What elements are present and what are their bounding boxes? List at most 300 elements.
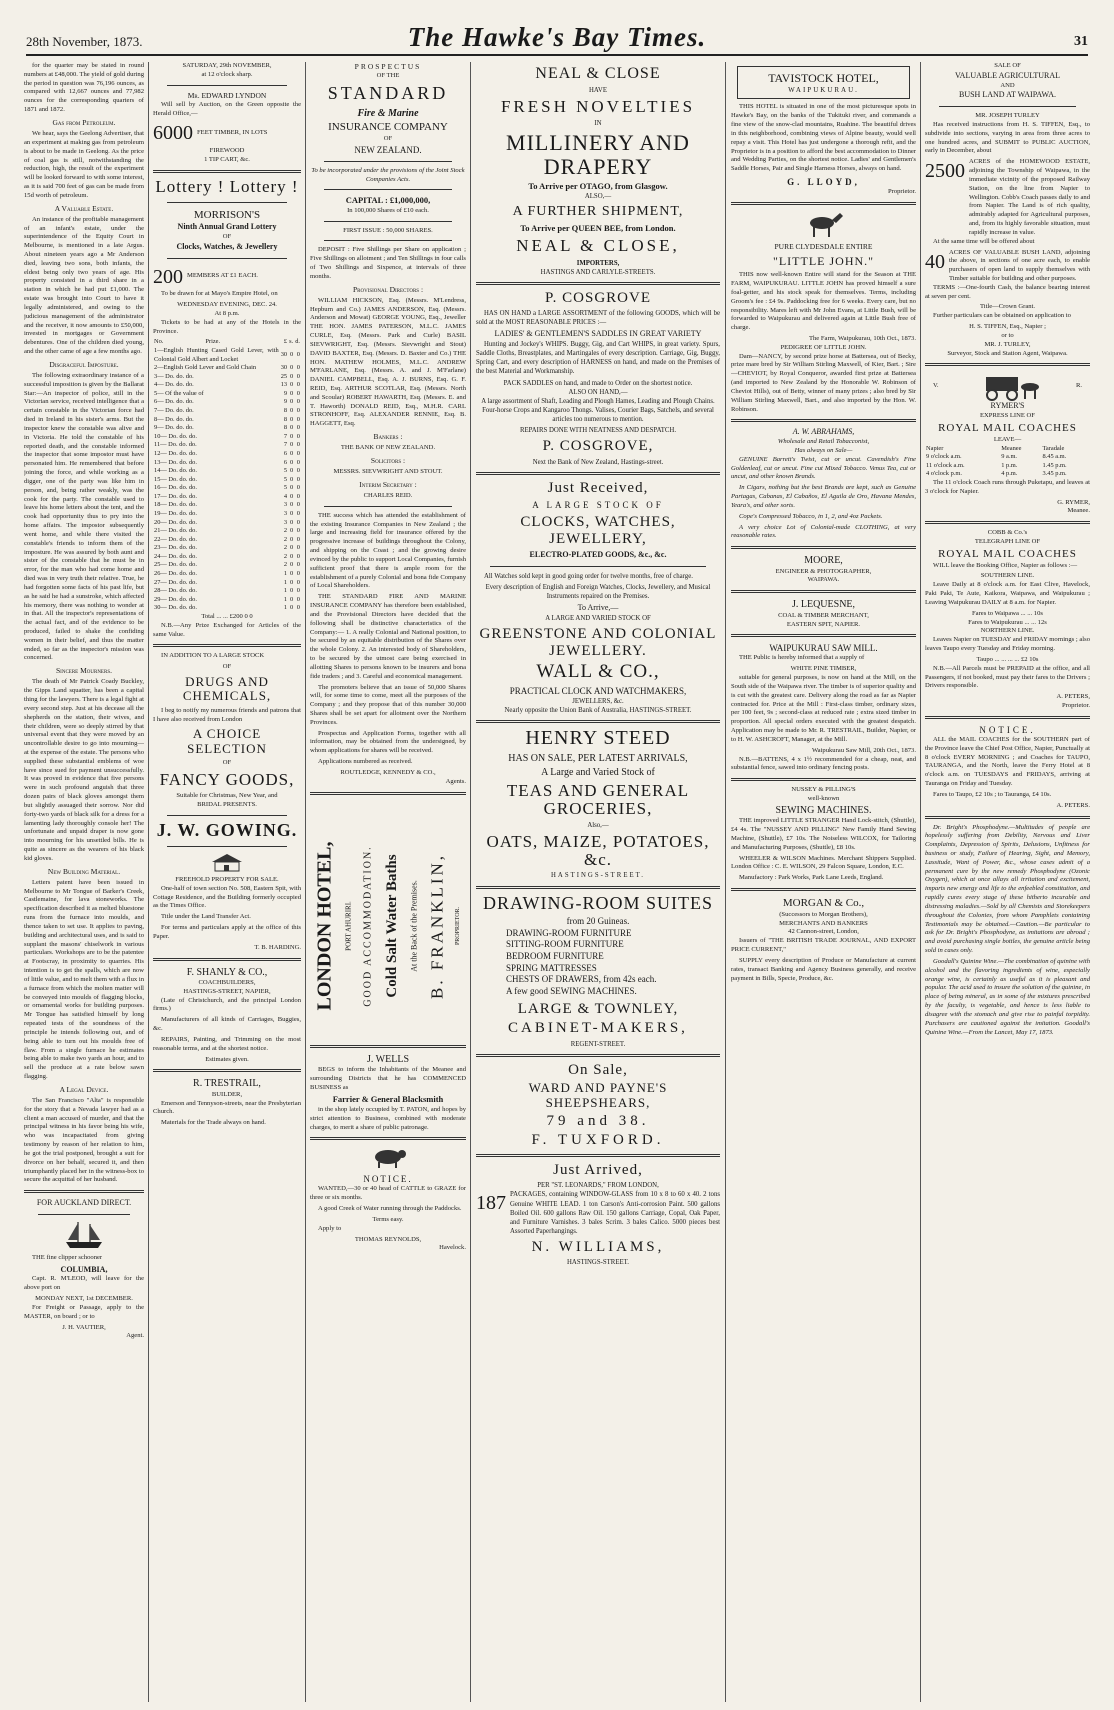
morrison-of: OF	[222, 232, 232, 240]
prize-amount: 2	[283, 561, 288, 569]
acres-count: 2500	[925, 160, 965, 183]
saddles-title: LADIES' & GENTLEMEN'S SADDLES IN GREAT VARIETY	[494, 329, 702, 339]
prize-amount: 0	[296, 544, 300, 552]
large-stock-of: A LARGE STOCK OF	[532, 500, 664, 511]
prize-amount: 0	[289, 587, 294, 595]
prize-amount: 0	[289, 381, 294, 389]
prize-amount: 0	[289, 595, 294, 603]
goodall-quinine: Goodall's Quinine Wine.—The combination of quinine with alcohol and the flavoring ingredients of wine, especially orange wine, is certainly as useful as it is pleasant and popular. The acid used to insure the solution of the quinine, in place of being mineral, as in some of the mixtures prescribed by the faculty, is vegetable, and hence is less liable to disagree with the stomach and give rise to painful torpidity. Purchasers are cautioned against the imitation. Goodall's Quinine Wine.—From the Lancet, May 17, 1873.	[925, 957, 1090, 1036]
prize-row	[153, 501, 301, 510]
prize-desc: 11— Do. do. do.	[154, 441, 197, 449]
newspaper-title: The Hawke's Bay Times.	[407, 22, 707, 52]
lequesne-address: EASTERN SPIT, NAPIER.	[786, 620, 861, 628]
drawing-time: At 8 p.m.	[214, 309, 240, 317]
moore-trade: ENGINEER & PHOTOGRAPHER,	[775, 567, 872, 575]
prize-amount: 3	[283, 510, 288, 517]
large-townley: LARGE & TOWNLEY,	[517, 1000, 679, 1017]
prize-desc: 6— Do. do. do.	[154, 398, 194, 406]
clothing-lot: A very choice Lot of Colonial-made CLOTHING, at very reasonable rates.	[731, 523, 916, 540]
prize-desc: 3— Do. do. do.	[154, 372, 194, 380]
arrive-queen-bee: To Arrive per QUEEN BEE, from London.	[520, 222, 676, 233]
tickets-text: Tickets to be had at any of the Hotels in the Province.	[153, 318, 301, 335]
millinery-drapery: MILLINERY AND DRAPERY	[506, 130, 690, 179]
article-text: Letters patent have been issued in Melbourne to Mr Tongue of Barker's Creek, Castlemaine, for lava stoneworks. The specification described it as melted bluestone runs from the furnace into moulds, and thence taken to set use. It applies to paving, building and architectural uses, and is said to supplant the masons' chiselwork in various particulars. Workshops are to be the patentee at Footscray, in proximity to quarries. His intention is to get the spalls, which are now of little value, and to melt them with a flux in a furnace from which the molten matter will be conveyed into moulds of flagging blocks, or ornamental works for building purposes. Mr Tongue has satisfied himself by long repeated tests of the soundness of the principle he intends following out, and of being able to turn out his moulds free of flaw. From a single furnace he estimates being able to make two yards an hour, and to sell the produce at a rate below sawn flagging.	[24, 878, 144, 1081]
bankers-name: THE BANK OF NEW ZEALAND.	[340, 444, 436, 452]
tiffen-name: H. S. TIFFEN, Esq., Napier ;	[969, 323, 1046, 331]
article-heading: A Valuable Estate.	[54, 203, 114, 213]
morgan-issuers: Issuers of "THE BRITISH TRADE JOURNAL, AND EXPORT PRICE CURRENT,"	[731, 937, 916, 954]
drawing-text: To be drawn for at Mayo's Empire Hotel, on	[161, 290, 278, 298]
article-text: An instance of the profitable management of an infant's estate, under the superintendence of the Equity Court in Melbourne, is mentioned in a late Argus. About nineteen years ago a Mr Anderson died, leaving two sons, both infants, the eldest being only two years of age. His property consisted in a third share in a station in which he had put £1,000. The estate was brought into Court to have it legally administered, and owing to the judicious management of the administrator and the receiver, it now amounts to £50,000, invested in mortgages or Government debentures. One of the children died young, and the other came of age a few months ago.	[24, 215, 144, 356]
prize-amount: 25	[280, 372, 288, 380]
morgan-address: 42 Cannon-street, London,	[788, 928, 859, 936]
prospectus-text: The promoters believe that an issue of 50,000 Shares will, for some time to come, meet all the purposes of the Company ; and they propose that of this number 30,000 Shares shall be set apart for allotment over the Northern Provinces.	[310, 683, 466, 726]
morrison-items: Clocks, Watches, & Jewellery	[176, 241, 278, 251]
turley-text: Has received instructions from H. S. TIFFEN, Esq., to subdivide into sections, varying in area from three acres to one hundred acres, and SUBMIT to PUBLIC AUCTION, early in December, about	[925, 120, 1090, 155]
column-ads-4	[731, 62, 916, 1700]
leave-label: LEAVE—	[993, 435, 1022, 443]
prize-row	[153, 441, 301, 450]
prize-desc: 16— Do. do. do.	[154, 484, 197, 492]
prize-row	[153, 416, 301, 425]
white-pine: WHITE PINE TIMBER,	[790, 665, 857, 673]
prize-col-header: s.	[289, 338, 294, 346]
shanly-trade: COACHBUILDERS,	[198, 978, 256, 986]
prize-amount: 0	[296, 381, 300, 389]
steed-large-varied: A Large and Varied Stock of	[541, 766, 655, 778]
prospectus-text: THE success which has attended the establishment of the existing Insurance Companies in New Zealand ; the large and increasing field for insurance offered by the progressive increase of buildings throughout the Colony, and shipping on the Coast ; and the growing desire evinced by the public to support Local Companies, furnish sufficient proof that there is ample room for the establishment of a purely Colonial and bona fide Company of Local Shareholders.	[310, 511, 466, 590]
drugs-intro: IN ADDITION TO A LARGE STOCK	[161, 652, 265, 660]
bush-land: BUSH LAND AT WAIPAWA.	[958, 90, 1056, 100]
schedule-time: 1.45 p.m.	[1042, 461, 1067, 469]
prize-row	[153, 398, 301, 407]
prize-amount: 2	[283, 544, 288, 552]
just-arrived: Just Arrived,	[553, 1161, 643, 1178]
prize-row	[153, 579, 301, 588]
directors-heading: Provisional Directors :	[352, 284, 424, 294]
column-ads-1	[153, 62, 301, 1700]
nussey-well-known: well-known	[807, 795, 840, 802]
trestrail-trade: BUILDER,	[211, 1090, 243, 1098]
prize-row	[153, 347, 301, 364]
freehold-text: One-half of town section No. 508, Eastern Spit, with Cottage Residence, and the Building formerly occupied as the Times Office.	[153, 884, 301, 910]
abrahams-has: Has always on Sale—	[794, 446, 853, 454]
townley-address: REGENT-STREET.	[570, 1040, 626, 1048]
prize-amount: 5	[283, 475, 288, 483]
pedigree-heading: PEDIGREE OF LITTLE JOHN.	[780, 343, 867, 351]
prize-desc: 12— Do. do. do.	[154, 449, 197, 457]
agents-name: ROUTLEDGE, KENNEDY & CO.,	[340, 768, 436, 776]
prize-desc: 18— Do. do. do.	[154, 501, 197, 509]
further-shipment: A FURTHER SHIPMENT,	[512, 204, 684, 220]
lloyd-name: G. LLOYD,	[787, 177, 860, 188]
prize-amount: 0	[296, 364, 300, 372]
arrive-otago: To Arrive per OTAGO, from Glasgow.	[528, 180, 668, 191]
prize-header-row	[153, 338, 301, 347]
prize-amount: 0	[289, 432, 294, 440]
lequesne-name: J. LEQUESNE,	[791, 599, 856, 611]
prize-desc: 29— Do. do. do.	[154, 595, 197, 603]
prize-amount: 1	[283, 604, 288, 612]
prize-amount: 9	[283, 389, 288, 397]
prize-row	[153, 484, 301, 493]
prize-desc: 14— Do. do. do.	[154, 467, 197, 475]
prize-amount: 0	[289, 372, 294, 380]
fancy-goods: FANCY GOODS,	[159, 769, 295, 789]
article-text: The following extraordinary instance of a successful imposition is given by the Ballarat Star:—An inspector of police, still in the Victorian service, received intelligence that a certain constable in the Victorian force had died in Ireland in his sister's arms. But the inspector knew the constable was alive and in Victoria. He told the constable of his reported death, and the constable informed the inspector that some impostor must have personated him. He remembered that before joining the force, and while working as a digger, one of the party was like him in person, and, being rather weakly, was the cook for the party. The constable used to leave his home letters about the tent, and the cook had opportunity thus to pry into the home affairs. The impostor subsequently went home, and while there visited the constable's friends to inform them of the imposture. He was assured by both aunt and sister of the constable that he must be in error, for the man who had come home and died was in very truth their relative. True, he had forgotten some facts of his past life, but as he said he had a sunstroke, which affected his memory, there was nothing to wonder at in that. All the inspector's representations of the actual fact, and of the evidence to be produced, failed to shake the confiding women in their belief, and thus the matter ended, so far as the inspector's mission was concerned.	[24, 371, 144, 662]
title-under: Title under the Land Transfer Act.	[161, 913, 251, 921]
prize-amount: 6	[283, 458, 288, 466]
lequesne-trade: COAL & TIMBER MERCHANT,	[778, 611, 869, 619]
article-heading: A Legal Device.	[59, 1084, 109, 1094]
solicitors-name: MESSRS. SIEVWRIGHT AND STOUT.	[333, 468, 443, 476]
shipping-text: Capt. R. M'LEOD, will leave for the above port on	[24, 1275, 144, 1292]
prize-row	[153, 527, 301, 536]
prize-row	[153, 381, 301, 390]
prize-amount: 0	[296, 570, 300, 578]
prize-row	[153, 596, 301, 605]
cosgrove-text: HAS ON HAND a LARGE ASSORTMENT of the following GOODS, which will be sold at the MOST REASONABLE PRICES :—	[476, 310, 720, 327]
will-leave: WILL leave the Booking Office, Napier as follows :—	[933, 561, 1078, 569]
prize-amount: 0	[296, 449, 300, 457]
neal-in: IN	[594, 120, 602, 128]
prize-row	[153, 536, 301, 545]
prize-amount: 0	[296, 604, 300, 612]
prize-amount: 0	[296, 415, 300, 423]
sawmill-title: WAIPUKURAU SAW MILL.	[769, 643, 878, 654]
fresh-novelties: FRESH NOVELTIES	[500, 96, 696, 116]
just-received: Just Received,	[547, 479, 649, 496]
baths-location: At the Back of the Premises.	[409, 879, 419, 972]
prize-desc: 1—English Hunting Cased Gold Lever, with Colonial Gold Albert and Locket	[154, 347, 279, 363]
shipping-text: THE fine clipper schooner	[32, 1253, 103, 1261]
prize-amount: 0	[289, 467, 294, 475]
drugs-of: OF	[222, 663, 232, 671]
sawmill-text: suitable for general purposes, is now on hand at the Mill, on the South side of the Waipawa river. The timber is of superior quality and is cut with the greatest care. Delivery along the road as far as Napier contracted for. Price at the Mill : First-class timber, ordinary sizes, per 100 feet, 9s ; second-class at reduced rate ; extra sized timber in proportion. All special orders executed with the greatest despatch. Application may be made to Mr. R. TRESTRAIL, Builder, Napier, or to H. W. ASHCROFT, Manager, at the Mill.	[731, 674, 916, 743]
peters-name: A. PETERS,	[1056, 693, 1090, 701]
prize-amount: 0	[289, 475, 294, 483]
drawing-date: WEDNESDAY EVENING, DEC. 24.	[177, 301, 277, 309]
abrahams-name: A. W. ABRAHAMS,	[792, 427, 855, 437]
page-number: 31	[1074, 34, 1088, 49]
morrison-subtitle: Ninth Annual Grand Lottery	[177, 222, 277, 232]
prize-amount: 0	[296, 527, 300, 535]
from-guineas: from 20 Guineas.	[566, 916, 630, 927]
freehold-title: FREEHOLD PROPERTY FOR SALE.	[175, 875, 279, 883]
battens-text: N.B.—BATTENS, 4 x 1½ recommended for a cheap, neat, and substantial fence, sawed into ordinary fencing posts.	[731, 755, 916, 772]
house-icon	[210, 852, 244, 872]
ship-agent-role: Agent.	[126, 1332, 144, 1340]
column-ads-2	[310, 62, 466, 1700]
prize-row	[153, 587, 301, 596]
cope-tobacco: Cope's Compressed Tobacco, in 1, 2, and 4oz Packets.	[739, 512, 883, 520]
secretary-name: CHARLES REID.	[363, 491, 413, 499]
steed-address: HASTINGS-STREET.	[551, 872, 645, 880]
solicitors-heading: Solicitors :	[370, 456, 406, 466]
wall-co: WALL & CO.,	[536, 661, 660, 683]
neal-also: ALSO,—	[584, 193, 612, 201]
prize-col-header: Prize.	[205, 338, 221, 346]
prize-col-header: No.	[154, 338, 164, 346]
prize-amount: 8	[283, 424, 288, 432]
abrahams-trade: Wholesale and Retail Tobacconist,	[777, 438, 870, 446]
coach-text: The 11 o'clock Coach runs through Puketapu, and leaves at 3 o'clock for Napier.	[925, 478, 1090, 495]
prize-desc: 24— Do. do. do.	[154, 552, 197, 560]
gowing-name: J. W. GOWING.	[156, 820, 298, 841]
prize-amount: 0	[289, 578, 294, 586]
repairs-text: REPAIRS, Painting, and Trimming on the most reasonable terms, and at the shortest notice.	[153, 1035, 301, 1052]
prize-amount: 0	[296, 424, 300, 432]
reynolds-place: Havelock.	[439, 1244, 466, 1252]
prospectus-text: THE STANDARD FIRE AND MARINE INSURANCE COMPANY has therefore been established, and the Provisional Directors have decided that the following shall be distinctive characteristics of the Company:— 1. A really Colonial and National position, to be secured by an equitable distribution of the Shares over the whole Colony. 2. An interested body of Shareholders, to be secured by the utmost care being exercised in allotting Shares to persons known to be insurers and bona fide traders ; and 3. Careful and economical management.	[310, 593, 466, 680]
wells-text: BEGS to inform the Inhabitants of the Meanee and surrounding Districts that he has COMMENCED BUSINESS as	[310, 1066, 466, 1091]
prize-amount: 1	[283, 570, 288, 578]
rymer-sign: G. RYMER,	[1057, 498, 1090, 506]
prize-desc: 21— Do. do. do.	[154, 527, 197, 535]
valuable-agri: VALUABLE AGRICULTURAL	[954, 70, 1061, 80]
fares-taupo: Fares to Taupo, £2 10s ; to Tauranga, £4 10s.	[933, 790, 1052, 798]
first-issue: FIRST ISSUE : 50,000 SHARES.	[343, 226, 433, 234]
prize-amount: 0	[289, 544, 294, 552]
prize-row	[153, 493, 301, 502]
prize-amount: 0	[296, 595, 300, 603]
sale-item: FEET TIMBER, IN LOTS	[197, 129, 268, 137]
prize-amount: 3	[283, 518, 288, 526]
port-name: PORT AHURIRI.	[344, 900, 353, 951]
moore-place: WAIPAWA.	[807, 576, 840, 584]
prize-amount: 0	[289, 552, 294, 560]
schedule-row	[925, 462, 1090, 471]
choice-title: A CHOICE SELECTION	[187, 726, 267, 756]
prize-desc: 5— Of the value of	[154, 389, 204, 397]
prize-desc: 27— Do. do. do.	[154, 578, 197, 586]
terms-text: For terms and particulars apply at the office of this Paper.	[153, 924, 301, 940]
london-hotel-ad	[310, 800, 466, 1040]
schedule-header: Taradale	[1042, 444, 1065, 452]
teas-groceries: TEAS AND GENERAL GROCERIES,	[506, 781, 690, 818]
masthead	[26, 24, 1088, 56]
shanly-late: (Late of Christchurch, and the principal London firms.)	[153, 996, 301, 1013]
rymer-name: RYMER'S	[990, 401, 1025, 411]
sale-text: Will sell by Auction, on the Green opposite the Herald Office,—	[153, 100, 301, 117]
prize-desc: 17— Do. do. do.	[154, 492, 197, 500]
prize-amount: 0	[296, 467, 300, 475]
prize-amount: 0	[289, 389, 294, 397]
prize-amount: 0	[296, 458, 300, 466]
prize-amount: 0	[296, 518, 300, 526]
schedule-time: 3.45 p.m.	[1042, 470, 1067, 478]
prize-row	[153, 570, 301, 579]
prize-amount: 0	[289, 518, 294, 526]
furniture-item: DRAWING-ROOM FURNITURE	[506, 927, 632, 938]
wheeler-text: WHEELER & WILSON Machines. Merchant Shippers Supplied. London Office : C. E. WILSON, 29 Falcon Square, London, E.C.	[731, 854, 916, 871]
southern-line: SOUTHERN LINE.	[980, 572, 1035, 580]
agents-role: Agents.	[445, 777, 466, 785]
taupo-fare: Taupo ... ... ... ... £2 10s	[976, 655, 1039, 663]
prize-row	[153, 553, 301, 562]
prize-amount: 0	[296, 578, 300, 586]
article-text: The death of Mr Patrick Coady Buckley, the Gipps Land squatter, has been a capital thing for the lawyers. There is a legal fight at every second step. Just at his decease all the shepherds on the station, their wives, and their children, were so deeply stirred by that universal event that they were moved by an uncontrollable desire to go into mourning—at the expense of the estate. The persons who supplied these substantial emblems of woe have since sued for payment unsuccessfully. It was proved in evidence that five persons were in such profound anguish that three dozen pairs of black gloves amongst them but slightly assuaged their sorrow. Nor did forty-two yards of black silk for a dress for a lamenting lady thoroughly console her! The unfortunate and unpaid draper is now gone into mourning for his unsettled bills. He is quite as sincere as the wearers of his black kid gloves.	[24, 678, 144, 862]
cabinet-makers: CABINET-MAKERS,	[508, 1020, 688, 1037]
prize-amount: 1	[283, 578, 288, 586]
neal-have: HAVE	[588, 86, 607, 94]
prize-amount: 4	[283, 492, 288, 500]
sale-and: AND	[1000, 81, 1015, 89]
ship-icon	[62, 1220, 106, 1250]
oats-maize: OATS, MAIZE, POTATOES, &c.	[486, 831, 710, 869]
prize-amount: 8	[283, 407, 288, 415]
packages-list: PACKAGES, containing WINDOW-GLASS from 10 x 8 to 60 x 40. 2 tons Genuine WHITE LEAD. 1 ton Carson's Anti-corrosion Paint. 500 gallons Boiled Oil. 600 gallons Raw Oil. 150 gallons Carriage, Copal, Oak Paper, and Furniture Varnishes. 3 bales Scrim. 3 bales Calico. 5000 pieces best Assorted Paperhangings.	[510, 1191, 720, 1235]
southern-text: Leave Daily at 8 o'clock a.m. for East Clive, Havelock, Paki Paki, Te Aute, Kaikora, Waipawa, and Waipukurau ; Leaving Waipukurau DAILY at 8 a.m. for Napier.	[925, 581, 1090, 606]
morgan-trade: MERCHANTS AND BANKERS	[779, 919, 868, 927]
prize-row	[153, 373, 301, 382]
prize-amount: 0	[296, 398, 300, 406]
parcels-note: N.B.—All Parcels must be PREPAID at the office, and all Passengers, if not booked, must pay their fares to the Drivers ; Drivers responsible.	[925, 664, 1090, 690]
prize-amount: 0	[296, 535, 300, 543]
terms-cash: TERMS :—One-fourth Cash, the balance bearing interest at seven per cent.	[925, 283, 1090, 300]
column-ads-5	[925, 62, 1090, 1700]
prize-col-header: d.	[295, 338, 300, 346]
pedigree-text: Dam—NANCY, by second prize horse at Battersea, out of Becky, prize mare bred by Sir William Stirling Maxwell, of Kier, Bart. ; Sire—CHEVIOT, by Royal Conqueror, awarded first prize at Battersea (and imported to New Zealand by the Honorable W. Robinson of Cheviot Hills), out of Betty, winner of many prizes ; also bred by Sir William Stirling Maxwell, Bart., and also imported by the Hon. W. Robinson.	[731, 352, 916, 413]
prize-amount: 30	[280, 351, 288, 359]
materials-text: Materials for the Trade always on hand.	[161, 1119, 266, 1127]
prize-desc: 22— Do. do. do.	[154, 535, 197, 543]
prize-row	[153, 467, 301, 476]
wells-name: J. WELLS	[366, 1053, 410, 1065]
schedule-time: 11 o'clock a.m.	[926, 461, 965, 469]
prize-amount: 0	[289, 351, 294, 359]
prize-row	[153, 433, 301, 442]
turley-name-2: MR. J. TURLEY,	[984, 340, 1031, 348]
prize-amount: 13	[280, 381, 288, 389]
prize-amount: 0	[289, 604, 294, 612]
creek-text: A good Creek of Water running through the Paddocks.	[318, 1205, 462, 1213]
prize-amount: 0	[289, 510, 294, 517]
trestrail-name: R. TRESTRAIL,	[193, 1078, 261, 1090]
acres-text: ACRES of the HOMEWOOD ESTATE, adjoining the Township of Waipawa, in the immediate vicinity of the proposed Railway Station, on the line from Napier to Wellington. Cobb's Coach passes daily to and from Napier. The Land is of rich quality, admirably adapted for Agricultural purposes, and, from its highly favorable situation, must rapidly increase in value.	[969, 158, 1090, 236]
large-varied: A LARGE AND VARIED STOCK OF	[545, 614, 651, 622]
forty-text: ACRES OF VALUABLE BUSH LAND, adjoining the above, in sections of one acre each, to enable purchasers of open land to supply themselves with Timber suitable for building and other purposes.	[949, 248, 1090, 282]
prize-amount: 0	[289, 415, 294, 423]
greenstone-jewellery: GREENSTONE AND COLONIAL JEWELLERY.	[479, 626, 717, 659]
ward-payne: WARD AND PAYNE'S SHEEPSHEARS,	[528, 1080, 668, 1110]
prize-amount: 0	[296, 407, 300, 415]
schedule-header: Meanee	[1001, 444, 1022, 452]
notice-heading: NOTICE.	[363, 1174, 413, 1185]
crest-right: R.	[1075, 382, 1082, 390]
prize-amount: 0	[296, 587, 300, 595]
column-news	[24, 62, 144, 1700]
new-zealand: NEW ZEALAND.	[354, 144, 422, 155]
coach-icon	[972, 371, 1042, 401]
tobacco-list: GENUINE Barrett's Twist, cut or uncut. Cavendish's Fine Goldenleaf, cut or uncut. Fine cut Mixed Tobacco. Venus Tea, cut or uncut, and other known Brands.	[731, 455, 916, 481]
every-description: Every description of English and Foreign Watches, Clocks, Jewellery, and Musical Instruments repaired on the Premises.	[485, 584, 711, 601]
peters-role: Proprietor.	[1061, 702, 1090, 709]
sale-item: FIREWOOD	[209, 147, 245, 155]
sale-of: SALE OF	[994, 62, 1021, 69]
shanly-address: HASTINGS-STREET, NAPIER,	[183, 987, 271, 995]
steed-also: Also,—	[587, 821, 609, 829]
prize-desc: 25— Do. do. do.	[154, 561, 197, 569]
tavistock-name: TAVISTOCK HOTEL,	[768, 71, 879, 85]
neal-close-title: NEAL & CLOSE	[535, 65, 661, 82]
choice-of: OF	[222, 758, 232, 766]
prize-row	[153, 424, 301, 433]
prize-row	[153, 544, 301, 553]
fire-marine: Fire & Marine	[357, 107, 419, 119]
morrison-title: MORRISON'S	[193, 208, 261, 221]
shanly-name: F. SHANLY & CO.,	[186, 966, 268, 978]
prize-amount: 0	[296, 510, 300, 517]
furniture-item: A few good SEWING MACHINES.	[506, 985, 637, 996]
lloyd-role: Proprietor.	[887, 188, 916, 196]
crest-left: V.	[933, 382, 939, 390]
royal-mail-coaches-2: ROYAL MAIL COACHES	[938, 547, 1077, 560]
steed-has-sale: HAS ON SALE, PER LATEST ARRIVALS,	[508, 753, 688, 765]
jewellers: JEWELLERS, &c.	[572, 698, 624, 706]
cosgrove-name: P. COSGROVE	[544, 289, 652, 306]
prize-row	[153, 561, 301, 570]
standard-title: STANDARD	[327, 82, 449, 103]
royal-mail-coaches: ROYAL MAIL COACHES	[938, 422, 1077, 434]
prize-desc: 30— Do. do. do.	[154, 604, 197, 612]
prize-amount: 2	[283, 527, 288, 535]
prospectus-text: Prospectus and Application Forms, together with all information, may be obtained from the undersigned, by whom applications for shares will be received.	[310, 729, 466, 755]
practical-clock: PRACTICAL CLOCK AND WATCHMAKERS,	[509, 686, 687, 696]
prize-amount: 5	[283, 467, 288, 475]
prize-row	[153, 390, 301, 399]
cosgrove-name-2: P. COSGROVE,	[542, 438, 654, 455]
packages-count: 187	[476, 1192, 506, 1215]
prize-amount: 0	[289, 398, 294, 406]
insurance-company: INSURANCE COMPANY	[328, 121, 448, 134]
furniture-item: BEDROOM FURNITURE	[506, 950, 604, 961]
schedule-row	[925, 470, 1090, 479]
turley-name: MR. JOSEPH TURLEY	[975, 112, 1040, 120]
prize-amount: 0	[296, 475, 300, 483]
prize-desc: 23— Do. do. do.	[154, 544, 197, 552]
prize-row	[153, 364, 301, 373]
fare-line: Fares to Waipukurau ... ... 12s	[968, 618, 1047, 626]
on-sale: On Sale,	[568, 1061, 628, 1078]
clydesdale-title: PURE CLYDESDALE ENTIRE	[774, 241, 873, 251]
london-hotel: LONDON HOTEL,	[314, 841, 337, 1011]
nussey-name: NUSSEY & PILLING'S	[791, 786, 856, 794]
deposit-text: DEPOSIT : Five Shillings per Share on application ; Five Shillings on allotment ; and Ten Shillings in four calls of Two Shillings and Sixpence, at intervals of three months.	[310, 246, 466, 280]
drawing-room-suites: DRAWING-ROOM SUITES	[482, 892, 714, 913]
prize-amount: 3	[283, 501, 288, 509]
notice-text: ALL the MAIL COACHES for the SOUTHERN part of the Province leave the Chief Post Office, Napier, Punctually at 8 o'clock EVERY MORNING ; and Coaches for TAUPO, TAURANGA, and the North, leave the Ferry Hotel at 8 o'clock a.m. on TUESDAYS and FRIDAYS, arriving at Tauranga on Friday and Tuesday.	[925, 735, 1090, 788]
express-line: EXPRESS LINE OF	[980, 412, 1035, 420]
apply-text: Apply to	[318, 1224, 342, 1232]
tavistock-sign	[737, 66, 910, 99]
prize-amount: 0	[296, 372, 300, 380]
notice-heading-2: NOTICE.	[979, 724, 1036, 735]
terms-easy: Terms easy.	[372, 1215, 404, 1223]
large-assortment: A large assortment of Shaft, Leading and Plough Hames, Leading and Plough Chains. Four-horse Crops and Kangaroo Thongs. Valises, Courier Bags, Satchels, and several articles too numerous to mention.	[481, 397, 715, 423]
issue-date: 28th November, 1873.	[26, 34, 143, 49]
prize-total: Total ... ... £200 0 0	[201, 612, 253, 620]
schedule-time: 4 p.m.	[1001, 470, 1018, 478]
prize-row	[153, 519, 301, 528]
neal-importers: IMPORTERS,	[576, 259, 620, 267]
article-heading: Disgraceful Imposture.	[49, 359, 119, 369]
incorporation-text: To be incorporated under the provisions of the Joint Stock Companies Acts.	[311, 166, 465, 183]
sale-date: SATURDAY, 29th NOVEMBER,	[182, 62, 272, 69]
rymer-place: Meanee.	[1067, 507, 1090, 515]
prize-amount: 2	[283, 535, 288, 543]
cigars-list: In Cigars, nothing but the best Brands are kept, such as Genuine Partagas, Cabanas, El Cabaños, El Aguila de Oro, Havana Mendes, Yeara's, and other sorts.	[731, 484, 916, 509]
